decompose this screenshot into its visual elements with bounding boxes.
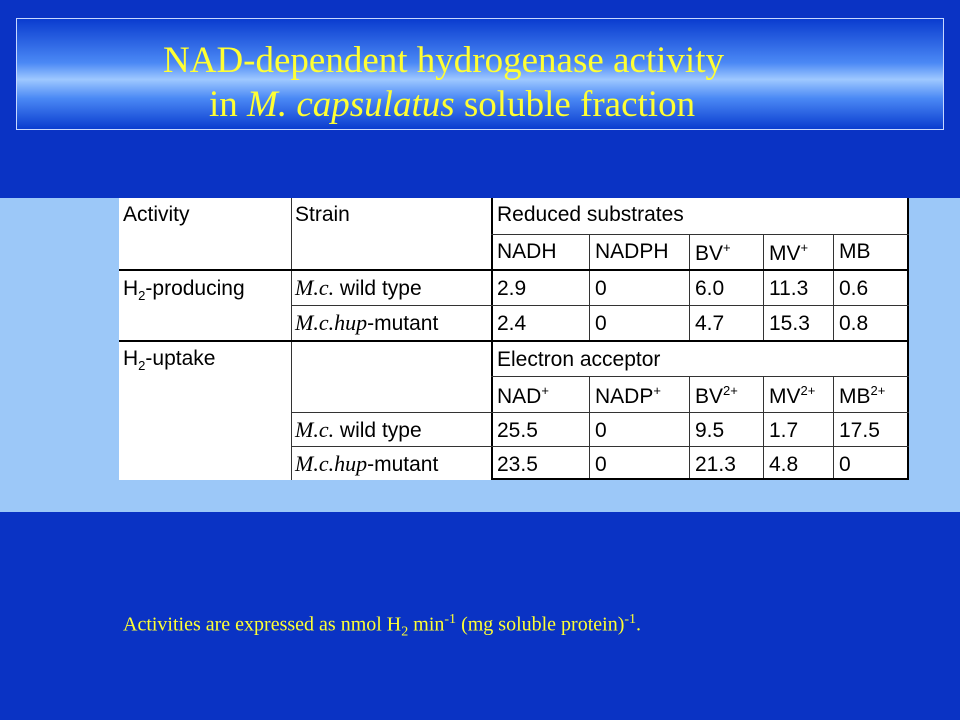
- value: 0.6: [839, 277, 869, 300]
- grid-line: [833, 376, 834, 480]
- value: 0: [595, 453, 607, 476]
- strain-hup-mutant: M.c.hup-mutant: [295, 310, 439, 335]
- grid-line: [763, 234, 764, 270]
- grid-line: [589, 376, 590, 480]
- col-nad: NAD+: [497, 383, 549, 408]
- value: 17.5: [839, 419, 880, 442]
- value: 15.3: [769, 312, 810, 335]
- value: 0: [595, 277, 607, 300]
- header-activity: Activity: [123, 203, 190, 226]
- grid-line: [491, 376, 909, 377]
- title-prefix: in: [209, 84, 248, 125]
- title-organism: M. capsulatus: [247, 84, 455, 125]
- col-mv2: $MV^{2+}$: [769, 383, 816, 408]
- grid-line: [589, 234, 590, 270]
- header-strain: Strain: [295, 203, 350, 226]
- col-mv: MV+: [769, 240, 809, 265]
- grid-line: [907, 198, 909, 480]
- value: 23.5: [497, 453, 538, 476]
- grid-line: [291, 446, 909, 447]
- activity-h2-producing: $H_2$-producing: [123, 277, 245, 304]
- header-reduced-substrates: Reduced substrates: [497, 203, 684, 226]
- slide-title-line2: [209, 83, 695, 126]
- grid-line: [291, 412, 909, 413]
- grid-line: [291, 198, 292, 480]
- grid-line: [119, 340, 909, 342]
- col-bv: BV+: [695, 240, 731, 265]
- col-nadph: NADPH: [595, 240, 669, 263]
- value: 0: [595, 312, 607, 335]
- value: 0.8: [839, 312, 869, 335]
- strain-hup-mutant: M.c.hup-mutant: [295, 451, 439, 476]
- value: 0: [839, 453, 851, 476]
- col-nadh: NADH: [497, 240, 557, 263]
- grid-line: [119, 269, 909, 271]
- grid-line: [833, 234, 834, 270]
- value: 0: [595, 419, 607, 442]
- value: 1.7: [769, 419, 799, 442]
- value: 2.9: [497, 277, 527, 300]
- value: 11.3: [769, 277, 809, 300]
- title-suffix: soluble fraction: [454, 84, 696, 125]
- grid-line: [491, 478, 909, 480]
- header-electron-acceptor: Electron acceptor: [497, 348, 661, 371]
- units-footnote: Activities are expressed as nmol $H_2$ $\min^{-1} (mg$ soluble protein)$^{-1}$.: [123, 612, 642, 640]
- value: 4.8: [769, 453, 799, 476]
- value: 21.3: [695, 453, 736, 476]
- grid-line: [689, 376, 690, 480]
- strain-wild-type: M.c. wild type: [295, 275, 422, 300]
- value: 2.4: [497, 312, 527, 335]
- col-mb2: $MB^{2+}$: [839, 383, 886, 408]
- strain-wild-type: M.c. wild type: [295, 417, 422, 442]
- grid-line: [491, 234, 909, 235]
- grid-line: [763, 376, 764, 480]
- activity-h2-uptake: $H_2$-uptake: [123, 347, 216, 374]
- value: 25.5: [497, 419, 538, 442]
- grid-line: [689, 234, 690, 270]
- grid-line: [291, 305, 909, 306]
- value: 4.7: [695, 312, 725, 335]
- col-mb: MB: [839, 240, 871, 263]
- value: 6.0: [695, 277, 725, 300]
- col-nadp: NADP+: [595, 383, 661, 408]
- col-bv2: $BV^{2+}$: [695, 383, 738, 408]
- grid-line: [491, 198, 493, 480]
- value: 9.5: [695, 419, 725, 442]
- slide-title-line1: NAD-dependent hydrogenase activity: [163, 40, 724, 81]
- title-banner: [16, 18, 944, 130]
- activity-table: [119, 198, 909, 480]
